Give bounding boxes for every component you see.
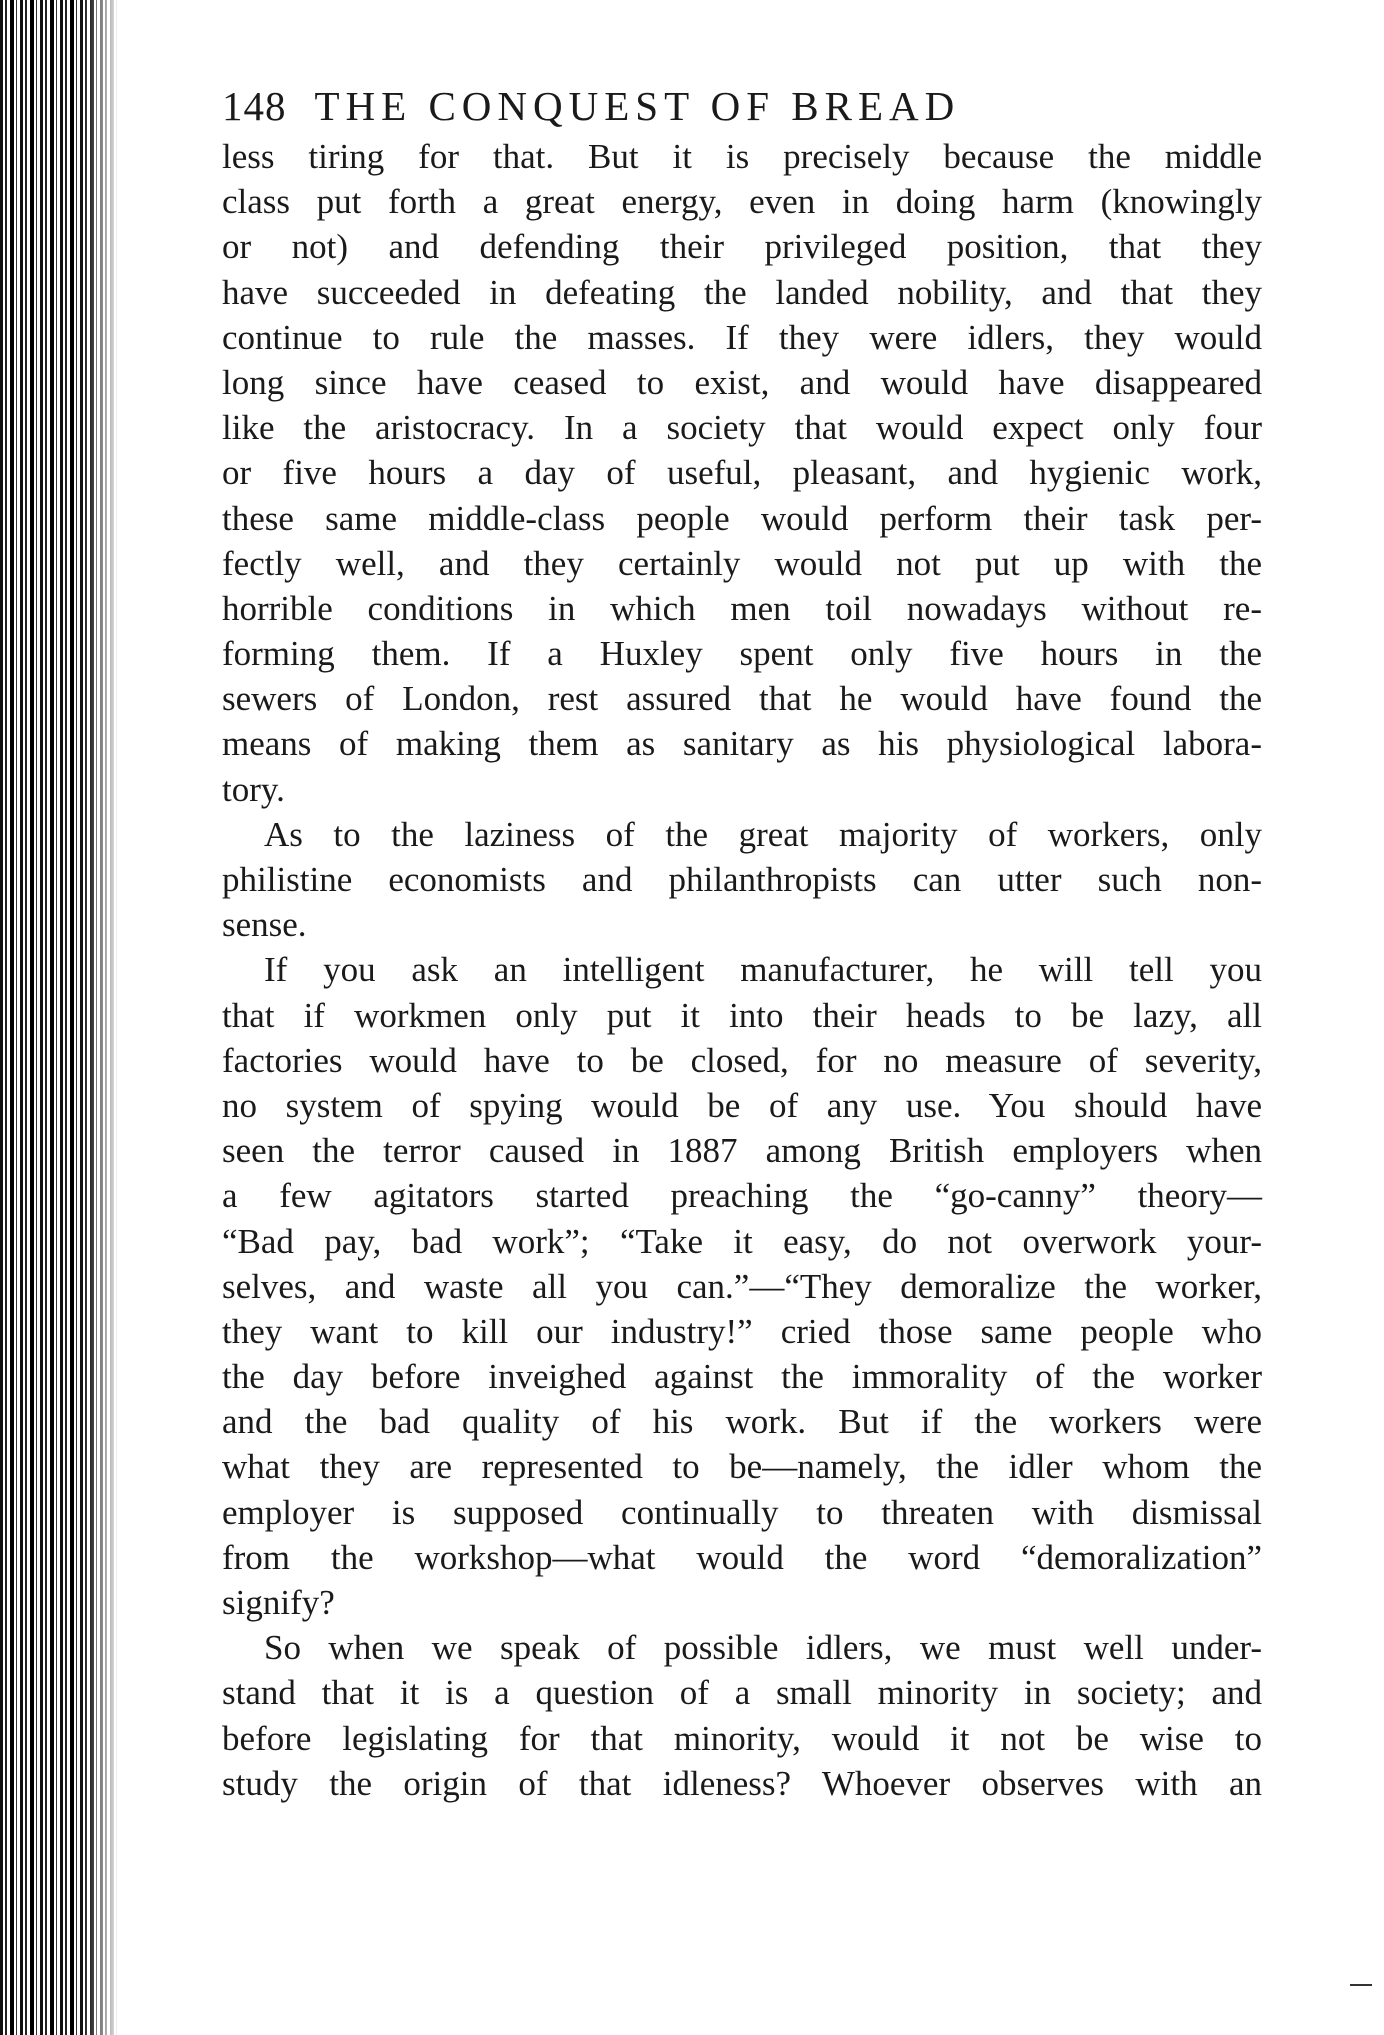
text-line: class put forth a great energy, even in doing harm (knowingly <box>222 182 1262 222</box>
text-line: horrible conditions in which men toil nowadays without re- <box>222 588 1262 628</box>
text-line: these same middle-class people would perform their task per- <box>222 498 1262 538</box>
text-line: sewers of London, rest assured that he would have found the <box>222 679 1262 719</box>
text-line: factories would have to be closed, for no measure of severity, <box>222 1040 1262 1080</box>
text-line: tory. <box>222 769 285 809</box>
text-line: from the workshop—what would the word “demoralization” <box>222 1537 1262 1577</box>
text-line: or not) and defending their privileged position, that they <box>222 227 1262 267</box>
text-line: stand that it is a question of a small minority in society; and <box>222 1673 1262 1713</box>
book-page <box>222 78 1262 1806</box>
text-line: continue to rule the masses. If they were idlers, they would <box>222 317 1262 357</box>
text-line: less tiring for that. But it is precisely because the middle <box>222 137 1262 176</box>
text-line: seen the terror caused in 1887 among British employers when <box>222 1131 1262 1171</box>
text-line: If you ask an intelligent manufacturer, he will tell you <box>264 950 1262 990</box>
text-line: the day before inveighed against the immorality of the worker <box>222 1357 1262 1397</box>
text-line: employer is supposed continually to threaten with dismissal <box>222 1492 1262 1532</box>
text-line: selves, and waste all you can.”—“They demoralize the worker, <box>222 1266 1262 1306</box>
margin-mark <box>1350 1984 1372 1986</box>
page-number: 148 <box>222 83 287 129</box>
text-line: As to the laziness of the great majority of workers, only <box>264 814 1262 854</box>
text-line: “Bad pay, bad work”; “Take it easy, do not overwork your- <box>222 1221 1262 1261</box>
text-line: sense. <box>222 905 307 945</box>
text-line: fectly well, and they certainly would not put up with the <box>222 543 1262 583</box>
text-line: before legislating for that minority, would it not be wise to <box>222 1718 1262 1758</box>
text-line: have succeeded in defeating the landed nobility, and that they <box>222 272 1262 312</box>
text-line: So when we speak of possible idlers, we must well under- <box>264 1628 1262 1668</box>
text-line: long since have ceased to exist, and would have disappeared <box>222 362 1262 402</box>
text-line: they want to kill our industry!” cried those same people who <box>222 1311 1262 1351</box>
text-line: that if workmen only put it into their heads to be lazy, all <box>222 995 1262 1035</box>
text-line: signify? <box>222 1583 335 1622</box>
book-title: THE CONQUEST OF BREAD <box>314 83 961 129</box>
text-line: a few agitators started preaching the “go-canny” theory— <box>222 1176 1262 1216</box>
text-line: like the aristocracy. In a society that would expect only four <box>222 408 1262 448</box>
text-line: forming them. If a Huxley spent only five hours in the <box>222 634 1262 674</box>
text-line: what they are represented to be—namely, the idler whom the <box>222 1447 1262 1487</box>
text-line: philistine economists and philanthropists can utter such non- <box>222 860 1262 899</box>
text-line: means of making them as sanitary as his physiological labora- <box>222 724 1262 764</box>
book-binding-edge <box>0 0 120 2035</box>
text-line: no system of spying would be of any use. You should have <box>222 1085 1262 1125</box>
text-line: and the bad quality of his work. But if the workers were <box>222 1402 1262 1442</box>
running-head <box>222 78 1262 134</box>
body-text <box>222 134 1262 1806</box>
text-line: or five hours a day of useful, pleasant, and hygienic work, <box>222 453 1262 493</box>
text-line: study the origin of that idleness? Whoever observes with an <box>222 1763 1262 1803</box>
